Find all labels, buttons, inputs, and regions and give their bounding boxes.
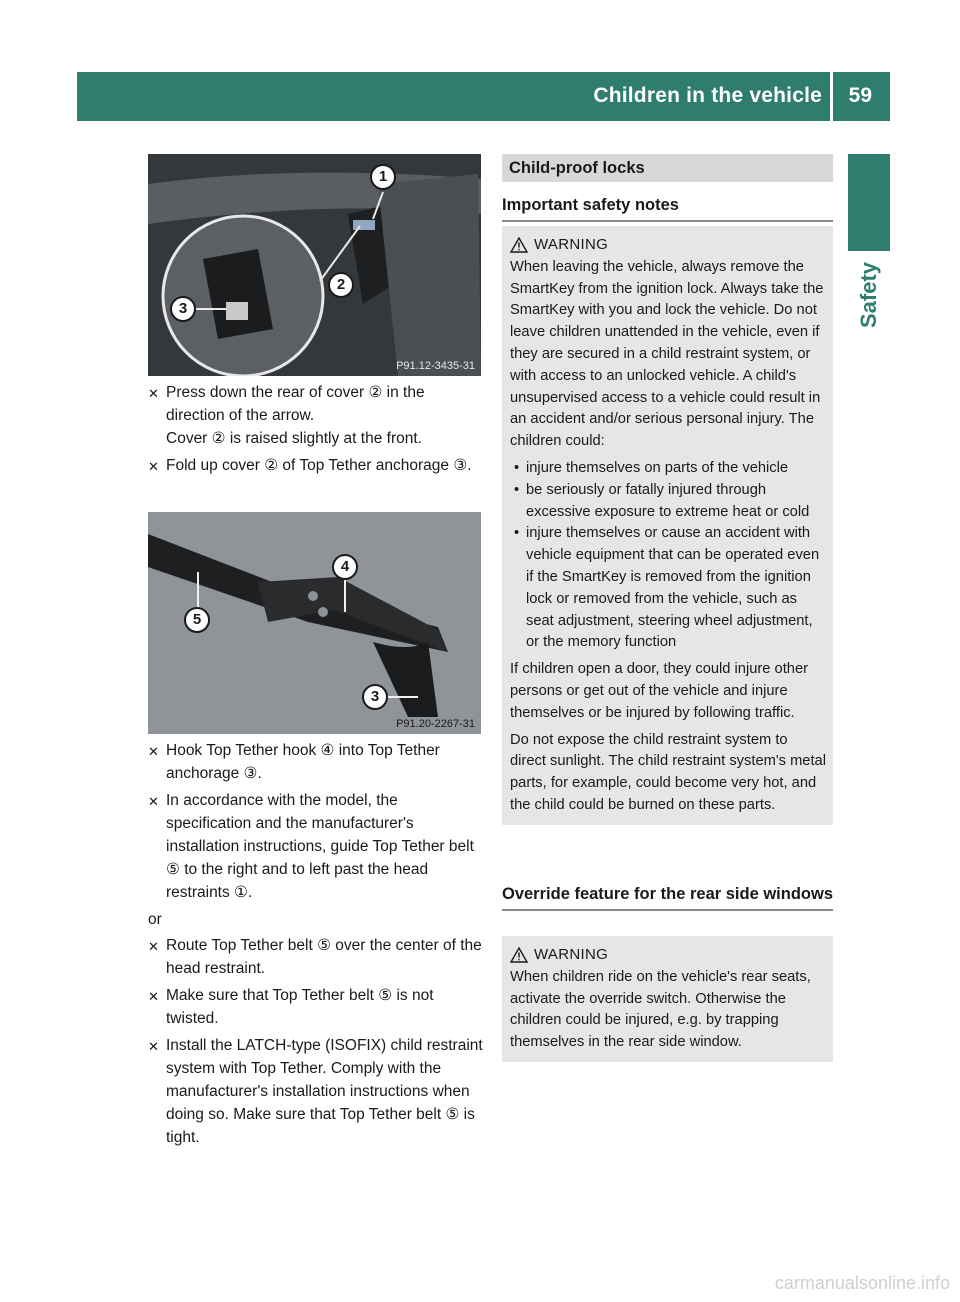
- or-text: or: [148, 911, 162, 928]
- step-arrow-icon: ✕: [148, 939, 159, 954]
- step-arrow-icon: ✕: [148, 794, 159, 809]
- watermark: carmanualsonline.info: [774, 1273, 950, 1293]
- step-press-cover: ✕ Press down the rear of cover ② in the direction of the arrow. Cover ② is raised slightly at the front.: [148, 384, 425, 447]
- figure-ref-1: P91.12-3435-31: [396, 360, 475, 372]
- step-arrow-icon: ✕: [148, 744, 159, 759]
- warning1-bullet: • be seriously or fatally injured through excessive exposure to extreme heat or cold: [510, 480, 827, 524]
- page-header: [77, 72, 890, 121]
- step-arrow-icon: ✕: [148, 1039, 159, 1054]
- figure-cover-anchorage: [148, 154, 481, 376]
- callout-3: 3: [170, 296, 196, 322]
- step-check-twist: ✕ Make sure that Top Tether belt ⑤ is not twisted.: [148, 987, 434, 1027]
- callout-5: 5: [184, 607, 210, 633]
- step-install-latch: ✕ Install the LATCH-type (ISOFIX) child restraint system with Top Tether. Comply with the manufacturer's installation instructions when doing so. Make sure that Top Tether belt ⑤ is tight.: [148, 1037, 483, 1146]
- step-arrow-icon: ✕: [148, 459, 159, 474]
- warning1-para2: If children open a door, they could injure other persons or get out of the vehicle and injure themselves or be injured by following traffic.: [510, 661, 809, 721]
- warning1-bullet: • injure themselves or cause an accident with vehicle equipment that can be operated even if the SmartKey is removed from the ignition lock or removed from the vehicle, such as seat adjustment, steering wheel adjustment, or the memory function: [510, 523, 827, 654]
- warning-header: WARNING: [510, 234, 827, 256]
- steps-tether: [148, 739, 483, 1152]
- warning-box-2: [502, 936, 833, 1062]
- callout-2: 2: [328, 272, 354, 298]
- warning-triangle-icon: [510, 947, 528, 963]
- warning1-para3: Do not expose the child restraint system to direct sunlight. The child restraint system's metal parts, for example, could become very hot, and the child could be burned on these parts.: [510, 731, 826, 813]
- callout-4: 4: [332, 554, 358, 580]
- warning1-intro: When leaving the vehicle, always remove the SmartKey from the ignition lock. Always take the SmartKey with you and lock the vehicle. Do not leave children unattended in the vehicle, even if they are secured in a child restraint system, or with access to an unlocked vehicle. A child's unsupervised access to a vehicle could result in an accident and/or serious personal injury. The children could:: [510, 258, 824, 450]
- step-arrow-icon: ✕: [148, 386, 159, 401]
- step-route-belt: ✕ Route Top Tether belt ⑤ over the center of the head restraint.: [148, 937, 482, 977]
- warning-triangle-icon: [510, 237, 528, 253]
- callout-1: 1: [370, 164, 396, 190]
- warning-header: WARNING: [510, 944, 827, 966]
- step-arrow-icon: ✕: [148, 989, 159, 1004]
- seat-illustration-1: [148, 154, 481, 376]
- warning2-text: When children ride on the vehicle's rear seats, activate the override switch. Otherwise the children could be injured, e.g. by trapping themselves in the rear side window.: [510, 968, 811, 1051]
- figure-tether-hook: [148, 512, 481, 734]
- steps-cover: [148, 381, 483, 480]
- step-guide-belt: ✕ In accordance with the model, the specification and the manufacturer's installation instructions, guide Top Tether belt ⑤ to the right and to left past the head restraints ①.: [148, 792, 474, 901]
- page-number: 59: [848, 84, 872, 107]
- step-hook-tether: ✕ Hook Top Tether hook ④ into Top Tether anchorage ③.: [148, 742, 440, 782]
- side-tab-block: [848, 154, 890, 251]
- subhead-safety-notes: Important safety notes: [502, 195, 833, 222]
- figure-ref-2: P91.20-2267-31: [396, 718, 475, 730]
- warning1-bullet: • injure themselves on parts of the vehicle: [510, 458, 827, 480]
- step-fold-cover: ✕ Fold up cover ② of Top Tether anchorage ③.: [148, 454, 483, 477]
- header-divider: [830, 72, 833, 121]
- subhead-override: Override feature for the rear side windows: [502, 884, 833, 911]
- side-tab-label: Safety: [856, 261, 881, 329]
- warning-box-1: [502, 226, 833, 825]
- chapter-title: Children in the vehicle: [593, 84, 822, 107]
- callout-3b: 3: [362, 684, 388, 710]
- section-title: Child-proof locks: [502, 154, 833, 182]
